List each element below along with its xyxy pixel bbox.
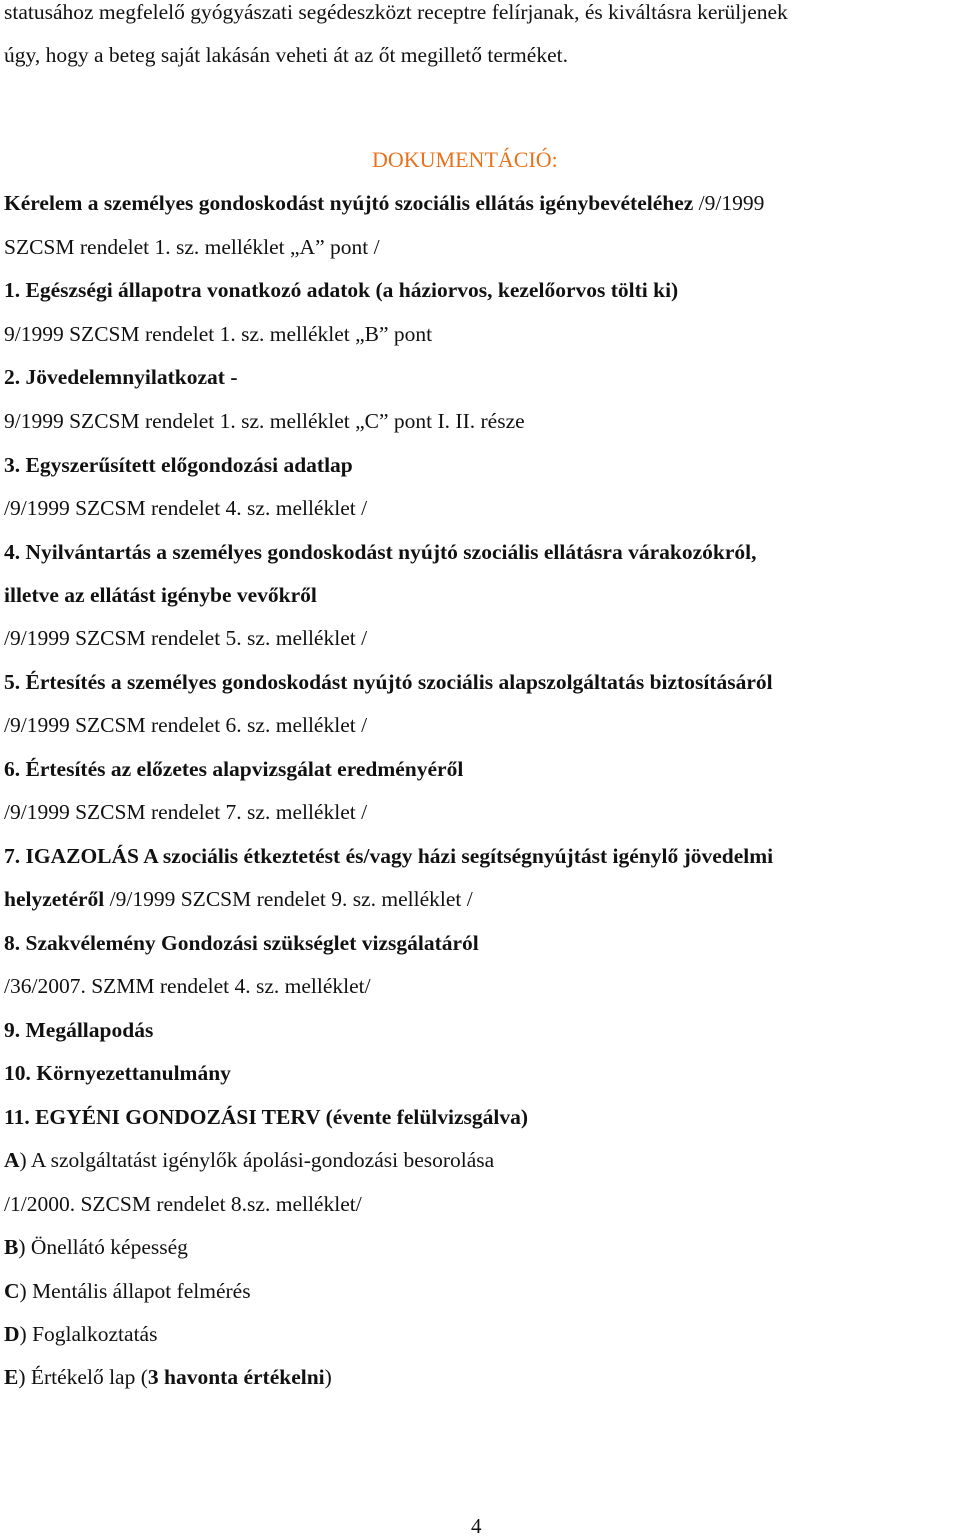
request-title-ref: /9/1999 <box>693 191 765 215</box>
item-2-title-line <box>4 367 237 389</box>
item-number: 9. <box>4 1018 21 1042</box>
item-10-title-line <box>4 1063 231 1085</box>
item-4-ref: /9/1999 SZCSM rendelet 5. sz. melléklet / <box>4 626 368 650</box>
item-8-title-line <box>4 933 479 955</box>
intro-line-2: úgy, hogy a beteg saját lakásán veheti át az őt megillető terméket. <box>4 43 568 67</box>
item-title: Szakvélemény Gondozási szükséglet vizsgálatáról <box>20 931 479 955</box>
subitem-d-line <box>4 1324 157 1346</box>
item-8-ref: /36/2007. SZMM rendelet 4. sz. melléklet/ <box>4 974 371 998</box>
item-number: 7. <box>4 844 21 868</box>
item-number: 11. <box>4 1105 30 1129</box>
subitem-e-line <box>4 1367 332 1389</box>
item-7-title-line <box>4 846 773 868</box>
item-7-ref: /9/1999 SZCSM rendelet 9. sz. melléklet / <box>104 887 473 911</box>
item-title: Értesítés az előzetes alapvizsgálat eredményéről <box>20 757 464 781</box>
item-title: EGYÉNI GONDOZÁSI TERV (évente felülvizsgálva) <box>29 1105 529 1129</box>
item-11-title-line <box>4 1107 528 1129</box>
item-number: 4. <box>4 540 21 564</box>
item-3-title-line <box>4 455 353 477</box>
subitem-text: ) Foglalkoztatás <box>19 1322 158 1346</box>
subitem-letter: B <box>4 1235 19 1259</box>
item-number: 5. <box>4 670 21 694</box>
page-number: 4 <box>471 1514 482 1538</box>
subitem-b-line <box>4 1237 188 1259</box>
request-title: Kérelem a személyes gondoskodást nyújtó szociális ellátás igénybevételéhez <box>4 191 694 215</box>
section-heading: DOKUMENTÁCIÓ: <box>372 147 558 172</box>
intro-line-1: statusához megfelelő gyógyászati segédeszközt receptre felírjanak, és kiváltásra kerüljenek <box>4 0 788 24</box>
subitem-text: ) Mentális állapot felmérés <box>19 1279 251 1303</box>
item-number: 10. <box>4 1061 31 1085</box>
item-title: IGAZOLÁS A szociális étkeztetést és/vagy házi segítségnyújtást igénylő jövedelmi <box>20 844 774 868</box>
item-number: 8. <box>4 931 21 955</box>
item-title: Megállapodás <box>20 1018 154 1042</box>
item-6-title-line <box>4 759 463 781</box>
item-number: 2. <box>4 365 21 389</box>
subitem-tail: ) <box>324 1365 332 1389</box>
item-title: Egyszerűsített előgondozási adatlap <box>20 453 353 477</box>
item-title: Nyilvántartás a személyes gondoskodást nyújtó szociális ellátásra várakozókról, <box>20 540 757 564</box>
item-4-title-line <box>4 542 756 564</box>
item-6-ref: /9/1999 SZCSM rendelet 7. sz. melléklet / <box>4 800 368 824</box>
item-title: Környezettanulmány <box>30 1061 231 1085</box>
item-title-continued: helyzetéről <box>4 887 105 911</box>
item-9-title-line <box>4 1020 153 1042</box>
subitem-a-line <box>4 1150 494 1172</box>
item-1-title-line <box>4 280 678 302</box>
item-title: Egészségi állapotra vonatkozó adatok (a háziorvos, kezelőorvos tölti ki) <box>20 278 679 302</box>
request-ref: SZCSM rendelet 1. sz. melléklet „A” pont / <box>4 235 380 259</box>
subitem-letter: C <box>4 1279 20 1303</box>
item-title: Jövedelemnyilatkozat - <box>20 365 238 389</box>
item-title: Értesítés a személyes gondoskodást nyújtó szociális alapszolgáltatás biztosításáról <box>20 670 773 694</box>
item-5-title-line <box>4 672 773 694</box>
request-title-line <box>4 193 764 215</box>
subitem-letter: A <box>4 1148 20 1172</box>
item-2-ref: 9/1999 SZCSM rendelet 1. sz. melléklet „C” pont I. II. része <box>4 409 525 433</box>
item-number: 3. <box>4 453 21 477</box>
subitem-emphasis: 3 havonta értékelni <box>147 1365 325 1389</box>
subitem-c-line <box>4 1281 251 1303</box>
subitem-text: ) Értékelő lap ( <box>18 1365 148 1389</box>
subitem-letter: D <box>4 1322 20 1346</box>
subitem-text: ) Önellátó képesség <box>18 1235 188 1259</box>
subitem-letter: E <box>4 1365 19 1389</box>
item-4-title-continued: illetve az ellátást igénybe vevőkről <box>4 583 317 607</box>
item-number: 1. <box>4 278 21 302</box>
subitem-a-ref: /1/2000. SZCSM rendelet 8.sz. melléklet/ <box>4 1192 362 1216</box>
item-3-ref: /9/1999 SZCSM rendelet 4. sz. melléklet / <box>4 496 368 520</box>
item-7-title-continued-line <box>4 889 473 911</box>
item-5-ref: /9/1999 SZCSM rendelet 6. sz. melléklet / <box>4 713 368 737</box>
item-number: 6. <box>4 757 21 781</box>
subitem-text: ) A szolgáltatást igénylők ápolási-gondozási besorolása <box>19 1148 495 1172</box>
item-1-ref: 9/1999 SZCSM rendelet 1. sz. melléklet „B” pont <box>4 322 433 346</box>
